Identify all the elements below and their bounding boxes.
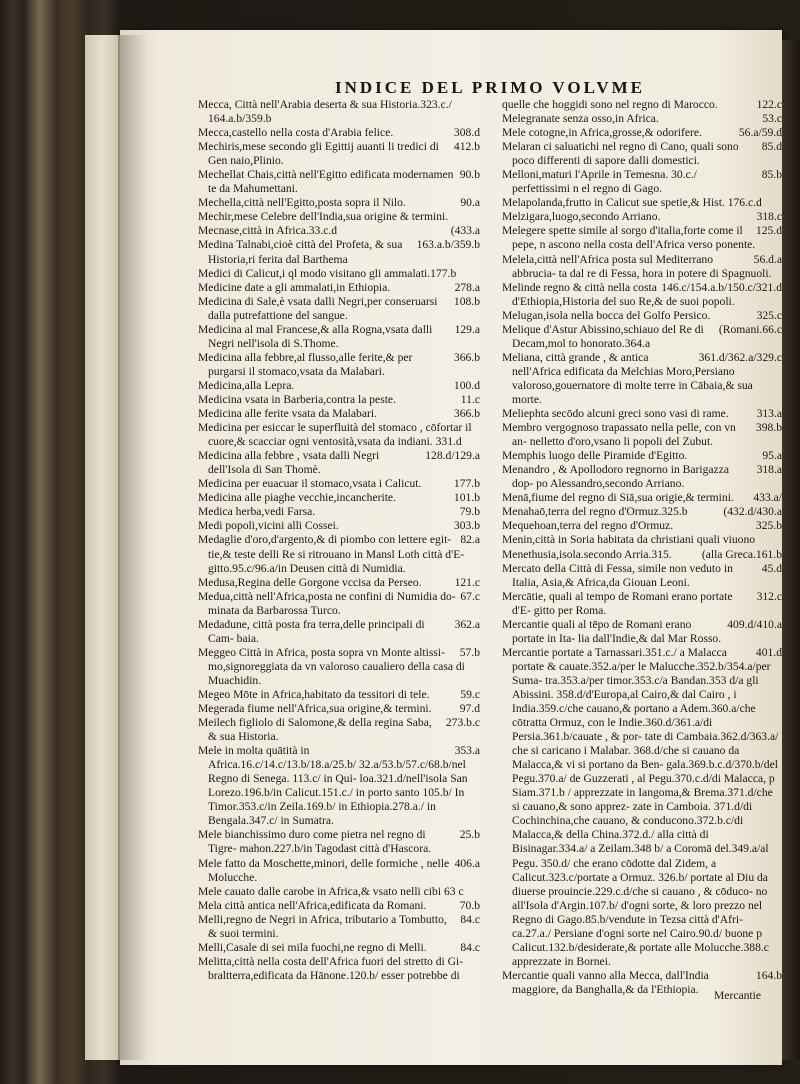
page-reference: 84.c: [460, 940, 480, 954]
entry-text: Medicine date a gli ammalati,in Ethiopia.: [198, 280, 391, 294]
entry-text: Medicina alla febbre,al flusso,alle ferite,& per purgarsi il stomaco,vsata da Malabari.: [198, 350, 413, 378]
page-reference: (432.d/430.a: [723, 505, 782, 519]
page-reference: (Romani.66.c: [718, 322, 782, 336]
page-reference: 325.c: [756, 308, 782, 322]
spine-shadow: [118, 35, 148, 1060]
running-header: INDICE DEL PRIMO VOLVME: [335, 78, 646, 97]
entry-text: Melegranate senza osso,in Africa.: [502, 112, 659, 126]
index-entry: [198, 98, 480, 126]
page-reference: 45.d: [761, 561, 782, 575]
page-reference: 122.c: [756, 98, 782, 111]
entry-text: Medusa,Regina delle Gorgone vccisa da Perseo.: [198, 575, 422, 589]
page-reference: 59.c: [460, 687, 480, 701]
index-entry: [198, 913, 480, 941]
index-entry: [198, 941, 480, 955]
index-entry: [198, 407, 480, 421]
entry-text: Melique d'Astur Abissino,schiauo del Re di Decam,mol to honorato.364.a: [502, 322, 704, 350]
entry-text: Medi popoli,vicini alli Cossei.: [198, 519, 339, 533]
entry-text: Melinde regno & città nella costa d'Ethiopia,Historia del suo Re,& de suoi popoli.: [502, 280, 735, 308]
page-reference: 318.a: [756, 463, 782, 477]
page-reference: 278.a: [454, 280, 480, 294]
page-reference: 353.a: [454, 744, 480, 758]
index-entry: [198, 477, 480, 491]
entry-text: Mela città antica nell'Africa,edificata da Romani.: [198, 898, 427, 912]
index-entry: [198, 210, 480, 224]
page-reference: 85.b: [761, 168, 782, 182]
entry-text: Medicina vsata in Barberia,contra la peste.: [198, 392, 396, 406]
entry-text: Megeo Mōte in Africa,habitato da tessitori di tele.: [198, 687, 430, 701]
entry-text: Melli,regno de Negri in Africa, tributario a Tombutto, & suoi termini.: [198, 912, 447, 940]
entry-text: Medicina di Sale,è vsata dalli Negri,per conseruarsi dalla putrefattione del sangue.: [198, 294, 438, 322]
entry-text: Melaran ci saluatichi nel regno di Cano, quali sono poco differenti di sapore dalli domestici.: [502, 140, 739, 168]
index-entry: [502, 505, 782, 519]
page-reference: 121.c: [454, 575, 480, 589]
entry-text: Menahaō,terra del regno d'Ormuz.325.b: [502, 505, 688, 519]
entry-text: Meliana, città grande , & antica nell'Africa edificata da Melchias Moro,Persiano valoroso,gouernatore di molte terre in Cābaia,& sua morte.: [502, 350, 753, 406]
entry-text: Medicina per euacuar il stomaco,vsata i Calicut.: [198, 477, 422, 491]
index-entry: [198, 955, 480, 983]
page-reference: (433.a: [450, 224, 480, 238]
entry-text: Melugan,isola nella bocca del Golfo Persico.: [502, 308, 711, 322]
index-entry: [198, 646, 480, 688]
page-reference: 163.a.b/359.b: [416, 238, 480, 252]
index-entry: [198, 140, 480, 168]
index-entry: [198, 267, 480, 281]
entry-text: Melapolanda,frutto in Calicut sue spetie,& Hist. 176.c.d: [502, 196, 762, 210]
entry-text: Medicina alla febbre , vsata dalli Negri dell'Isola di San Thomè.: [198, 449, 380, 477]
index-entry: [502, 323, 782, 351]
entry-text: Membro vergognoso trapassato nella pelle, con vn an- nelletto d'oro,vsano li popoli del Zubut.: [502, 421, 736, 449]
page-reference: (alla Greca.161.b: [701, 547, 782, 561]
page-reference: 366.b: [453, 407, 480, 421]
entry-text: quelle che hoggidi sono nel regno di Marocco.: [502, 98, 718, 111]
index-column-right: [502, 98, 782, 997]
entry-text: Mercato della Città di Fessa, simile non veduto in Italia, Asia,& Africa,da Giouan Leoni.: [502, 561, 733, 589]
page-reference: 85.d: [761, 140, 782, 154]
page-reference: 90.b: [459, 168, 480, 182]
entry-text: Medicina al mal Francese,& alla Rogna,vsata dalli Negri nell'isola di S.Thome.: [198, 322, 433, 350]
entry-text: Medina Talnabi,cioè città del Profeta, & sua Historia,ri ferita dal Barthema: [198, 238, 403, 266]
index-entry: [502, 140, 782, 168]
index-entry: [502, 309, 782, 323]
entry-text: Melzigara,luogo,secondo Arriano.: [502, 210, 661, 224]
index-entry: [198, 379, 480, 393]
index-entry: [198, 295, 480, 323]
index-entry: [198, 449, 480, 477]
index-entry: [502, 491, 782, 505]
index-entry: [198, 519, 480, 533]
index-entry: [198, 618, 480, 646]
page-reference: 25.b: [459, 828, 480, 842]
page-reference: 53.c: [762, 112, 782, 126]
page-reference: 433.a/: [753, 491, 782, 505]
index-entry: [198, 688, 480, 702]
page-reference: 303.b: [453, 519, 480, 533]
entry-text: Meggeo Città in Africa, posta sopra vn Monte altissi- mo,signoreggiata da vn valoroso caualiero della casa di Muachidin.: [198, 645, 465, 687]
index-entry: [198, 885, 480, 899]
entry-text: Medicina,alla Lepra.: [198, 378, 295, 392]
entry-text: Melli,Casale di sei mila fuochi,ne regno di Melli.: [198, 940, 427, 954]
entry-text: Mele fatto da Moschette,minori, delle formiche , nelle Molucche.: [198, 856, 450, 884]
index-entry: [502, 351, 782, 407]
index-entry: [198, 323, 480, 351]
entry-text: Medici di Calicut,i ql modo visitano gli ammalati.177.b: [198, 266, 457, 280]
index-entry: [502, 590, 782, 618]
entry-text: Mele in molta quātità in Africa.16.c/14.c/13.b/18.a/25.b/ 32.a/53.b/57.c/68.b/nel Regno di Senega. 113.c/ in Qui- loa.321.d/nell'isola San Lorezo.196.b/in Calicut.151.c./ in porto santo 105.b/ In Timor.353.c/in Zeila.169.b/ in Ethiopia.278.a./ in Bengala.347.c/ in Sumatra.: [198, 744, 468, 828]
page-reference: 362.a: [454, 617, 480, 631]
entry-text: Menandro , & Apollodoro regnorno in Barigazza dop- po Alessandro,secondo Arriano.: [502, 463, 729, 491]
page-reference: 409.d/410.a: [727, 617, 782, 631]
page-reference: 366.b: [453, 350, 480, 364]
entry-text: Mequehoan,terra del regno d'Ormuz.: [502, 519, 674, 533]
entry-text: Menin,città in Soria habitata da christiani quali viuono: [502, 533, 756, 547]
page-reference: 313.a: [756, 407, 782, 421]
index-entry: [502, 562, 782, 590]
page-reference: 108.b: [453, 294, 480, 308]
index-entry: [198, 126, 480, 140]
page-reference: 146.c/154.a.b/150.c/321.d: [661, 280, 782, 294]
page-reference: 398.b: [755, 421, 782, 435]
index-entry: [502, 253, 782, 281]
entry-text: Melegere spette simile al sorgo d'italia,forte come il pepe, n ascono nella costa dell'Africa verso ponente.: [502, 224, 756, 252]
entry-text: Mele cauato dalle carobe in Africa,& vsato nelli cibi 63 c: [198, 884, 464, 898]
index-entry: [502, 112, 782, 126]
entry-text: Mecca,castello nella costa d'Arabia felice.: [198, 126, 394, 140]
index-entry: [198, 744, 480, 828]
entry-text: Medadune, città posta fra terra,delle principali di Cam- baia.: [198, 617, 425, 645]
page-reference: 401.d: [755, 645, 782, 659]
index-entry: [198, 421, 480, 449]
page-reference: 95.a: [762, 449, 782, 463]
index-entry: [502, 407, 782, 421]
index-entry: [198, 576, 480, 590]
page-reference: 406.a: [454, 856, 480, 870]
page-reference: 312.c: [756, 589, 782, 603]
page-reference: 129.a: [454, 322, 480, 336]
page-reference: 101.b: [453, 491, 480, 505]
entry-text: Mercantie quali vanno alla Mecca, dall'India maggiore, da Banghalla,& da l'Ethiopia.: [502, 968, 709, 996]
entry-text: Mercantie quali al tēpo de Romani erano portate in Ita- lia dall'Indie,& dal Mar Rosso.: [502, 617, 722, 645]
page-reference: 361.d/362.a/329.c: [698, 350, 782, 364]
index-entry: [502, 533, 782, 547]
cover-edge: [782, 40, 800, 1060]
entry-text: Medicina per esiccar le superfluità del stomaco , cōfortar il cuore,& scacciar ogni ventosità,vsata da indiani. 331.d: [198, 421, 472, 449]
page-reference: 273.b.c: [445, 716, 480, 730]
index-entry: [198, 505, 480, 519]
entry-text: Melitta,città nella costa dell'Africa fuori del stretto di Gi- braltterra,edificata da Hānone.120.b/ esser potrebbe di: [198, 954, 464, 982]
index-entry: [198, 393, 480, 407]
index-entry: [198, 590, 480, 618]
entry-text: Menethusia,isola.secondo Arria.315.: [502, 547, 672, 561]
entry-text: Melela,città nell'Africa posta sul Mediterrano abbrucia- ta dal re di Fessa, hora in potere di Spagnuoli.: [502, 252, 772, 280]
entry-text: Medicina alle piaghe vecchie,incancherite.: [198, 491, 396, 505]
entry-text: Mechiris,mese secondo gli Egittij auanti li tredici di Gen naio,Plinio.: [198, 140, 439, 168]
entry-text: Megerada fiume nell'Africa,sua origine,& termini.: [198, 702, 432, 716]
index-entry: [198, 224, 480, 238]
index-entry: [502, 548, 782, 562]
index-entry: [198, 351, 480, 379]
page-reference: 177.b: [453, 477, 480, 491]
index-entry: [502, 449, 782, 463]
entry-text: Meliephta secōdo alcuni greci sono vasi di rame.: [502, 407, 729, 421]
index-entry: [198, 702, 480, 716]
entry-text: Mechella,città nell'Egitto,posta sopra il Nilo.: [198, 196, 406, 210]
page-reference: 412.b: [453, 140, 480, 154]
entry-text: Mecnase,città in Africa.33.c.d: [198, 224, 338, 238]
index-entry: [198, 281, 480, 295]
page-reference: 79.b: [459, 505, 480, 519]
index-entry: [502, 224, 782, 252]
page-reference: 67.c: [460, 589, 480, 603]
entry-text: Meilech figliolo di Salomone,& della regina Saba, & sua Historia.: [198, 716, 432, 744]
entry-text: Medaglie d'oro,d'argento,& di piombo con lettere egit- tie,& teste delli Re si ritrouano in Mansl Loth città d'E- gitto.95.c/96.a/in Deusen città di Numidia.: [198, 533, 465, 575]
page-reference: 84.c: [460, 912, 480, 926]
page-reference: 325.b: [755, 519, 782, 533]
page-reference: 11.c: [460, 392, 480, 406]
entry-text: Memphis luogo delle Piramide d'Egitto.: [502, 449, 688, 463]
index-entry: [198, 716, 480, 744]
page-reference: 128.d/129.a: [425, 449, 480, 463]
page-reference: 90.a: [460, 196, 480, 210]
page-reference: 308.d: [453, 126, 480, 140]
page-reference: 164.b: [755, 968, 782, 982]
entry-text: Medicina alle ferite vsata da Malabari.: [198, 407, 377, 421]
index-entry: [198, 491, 480, 505]
entry-text: Medua,città nell'Africa,posta ne confini di Numidia do- minata da Barbarossa Turco.: [198, 589, 456, 617]
page-reference: 70.b: [459, 898, 480, 912]
entry-text: Mele cotogne,in Africa,grosse,& odorifere.: [502, 126, 702, 140]
page-reference: 56.d.a: [753, 252, 782, 266]
index-entry: [198, 857, 480, 885]
entry-text: Mercantie portate a Tarnassari.351.c./ a Malacca portate & cauate.352.a/per le Malucche.352.b/354.a/per Suma- tra.353.a/per timor.353.c/a Bandan.353 d/a gli Abissini. 358.d/d'Europa,al Cairo,& dal Cairo , i India.359.c/che cauano,& portano a Adem.360.a/che cōtratta Ormuz, con le Indie.360.d/361.a/di Persia.361.b/cauate , & por- tate di Cambaia.362.d/363.a/ che si caricano i Malabar. 368.d/che si cauano da Malacca,& vi si portano da Ben- gala.369.b.c.d/370.b/del Pegu.370.a/ de Guzzerati , al Pegu.370.c.d/di Malacca, p Siam.371.b / apprezzate in Iangoma,& Brema.371.d/che si cauano,& sono apprez- zate in Camboia. 371.d/di Cochinchina,che cauano, & conducono.372.b.c/di Malacca,& della China.372.d./ alla città di Bisinagar.334.a/ a Zeilam.348 b/ a Coromā del.349.a/al Pegu. 350.d/ che erano cōdotte dal Zidem, a Calicut.323.c/portate a Ormuz. 326.b/ portate al Diu da diuerse prouincie.229.c.d/che si cauano , & cōduco- no all'Isola d'Argin.107.b/ d'ogni sorte, & loro prezzo nel Regno di Gago.85.b/vendute in Tezsa città d'Afri- ca.27.a./ Persiane d'ogni sorte nel Cairo.90.d/ buone p Calicut.132.b/desiderate,& portate alle Molucche.388.c apprezzate in Bornei.: [502, 645, 779, 968]
index-entry: [502, 421, 782, 449]
index-entry: [502, 618, 782, 646]
entry-text: Mechellat Chais,città nell'Egitto edificata modernamen te da Mahumettani.: [198, 168, 454, 196]
entry-text: Mechir,mese Celebre dell'India,sua origine & termini.: [198, 210, 449, 224]
entry-text: Mercātie, quali al tempo de Romani erano portate d'E- gitto per Roma.: [502, 589, 733, 617]
index-entry: [198, 533, 480, 575]
entry-text: Mecca, Città nell'Arabia deserta & sua Historia.323.c./ 164.a.b/359.b: [198, 98, 452, 126]
page-reference: 97.d: [459, 702, 480, 716]
index-entry: [502, 196, 782, 210]
page-reference: 125.d: [755, 224, 782, 238]
entry-text: Menā,fiume del regno di Siā,sua origie,& termini.: [502, 491, 734, 505]
index-entry: [198, 899, 480, 913]
index-entry: [502, 126, 782, 140]
index-entry: [198, 238, 480, 266]
page-reference: 57.b: [459, 645, 480, 659]
page-reference: 56.a/59.d: [738, 126, 782, 140]
entry-text: Melloni,maturi l'Aprile in Temesna. 30.c./ perfettissimi n el regno di Gago.: [502, 168, 697, 196]
index-entry: [502, 210, 782, 224]
entry-text: Medica herba,vedi Farsa.: [198, 505, 316, 519]
page-reference: 318.c: [756, 210, 782, 224]
index-column-left: [198, 98, 480, 983]
entry-text: Mele bianchissimo duro come pietra nel regno di Tigre- mahon.227.b/in Tagodast città d'Hascora.: [198, 828, 432, 856]
page-reference: 82.a: [460, 533, 480, 547]
catchword: Mercantie: [714, 989, 761, 1002]
index-entry: [502, 168, 782, 196]
index-entry: [198, 828, 480, 856]
index-entry: [502, 519, 782, 533]
page-reference: 100.d: [453, 378, 480, 392]
index-entry: [502, 463, 782, 491]
index-entry: [198, 168, 480, 196]
index-entry: [502, 646, 782, 969]
index-entry: [502, 98, 782, 112]
index-entry: [502, 281, 782, 309]
index-entry: [198, 196, 480, 210]
